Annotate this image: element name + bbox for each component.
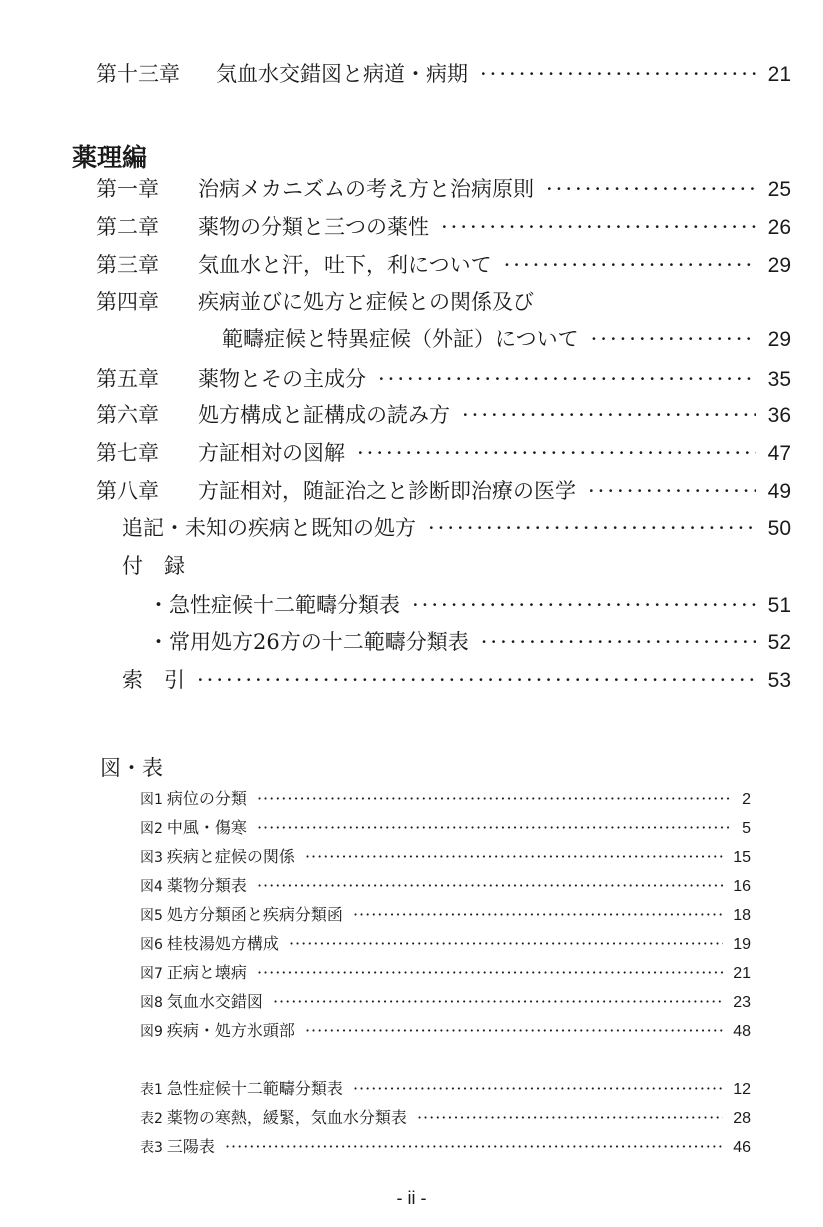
- section-title: 薬理編: [72, 143, 148, 172]
- chapter-number: 第六章: [96, 403, 159, 427]
- figure-title: 病位の分類: [166, 789, 247, 808]
- figure-entry-6[interactable]: [140, 931, 751, 954]
- page-number: 28: [733, 1110, 751, 1127]
- page-number: 21: [733, 965, 751, 982]
- page-number: 2: [742, 791, 751, 808]
- page-number: 35: [767, 368, 791, 391]
- figure-label: 図8: [140, 995, 163, 1011]
- page-number: 26: [767, 216, 791, 239]
- figure-entry-2[interactable]: [140, 815, 751, 838]
- toc-entry-chapter-4[interactable]: [96, 286, 791, 316]
- leader-dots: [353, 905, 723, 924]
- furoku-label: 付 録: [122, 554, 185, 578]
- figure-entry-3[interactable]: [140, 844, 751, 867]
- figure-entry-9[interactable]: [140, 1018, 751, 1041]
- figure-title: 正病と壊病: [166, 963, 247, 982]
- chapter-title: 気血水交錯図と病道・病期: [216, 62, 468, 86]
- toc-entry-chapter-6[interactable]: [96, 399, 791, 429]
- page-number: 53: [767, 669, 791, 692]
- leader-dots: [588, 479, 756, 503]
- figure-entry-5[interactable]: [140, 902, 751, 925]
- page-footer: - ii -: [396, 1188, 427, 1208]
- page-number: 51: [767, 594, 791, 617]
- table-entry-3[interactable]: [140, 1134, 751, 1157]
- table-entry-1[interactable]: [140, 1076, 751, 1099]
- leader-dots: [257, 963, 723, 982]
- figure-label: 図7: [140, 966, 163, 982]
- chapter-number: 第七章: [96, 441, 159, 465]
- page-number: 50: [767, 517, 791, 540]
- chapter-title: 方証相対，随証治之と診断即治療の医学: [198, 479, 576, 503]
- chapter-number: 第四章: [96, 290, 159, 314]
- figure-entry-8[interactable]: [140, 989, 751, 1012]
- table-label: 表1: [140, 1082, 163, 1098]
- figure-entry-1[interactable]: [140, 786, 751, 809]
- page-number: 12: [733, 1081, 751, 1098]
- furoku-item-title: ・常用処方26方の十二範疇分類表: [148, 630, 469, 654]
- toc-entry-index[interactable]: [122, 664, 791, 694]
- page-number: 52: [767, 631, 791, 654]
- index-label: 索 引: [122, 668, 185, 692]
- furoku-item-title: ・急性症候十二範疇分類表: [148, 593, 400, 617]
- chapter-title: 処方構成と証構成の読み方: [198, 403, 450, 427]
- leader-dots: [428, 516, 756, 540]
- page-number: 46: [733, 1139, 751, 1156]
- chapter-number: 第八章: [96, 479, 159, 503]
- leader-dots: [591, 327, 756, 351]
- appendix-title: 追記・未知の疾病と既知の処方: [122, 516, 416, 540]
- figure-label: 図3: [140, 850, 163, 866]
- chapter-title: 薬物の分類と三つの薬性: [198, 215, 429, 239]
- leader-dots: [225, 1137, 723, 1156]
- page-number: 23: [733, 994, 751, 1011]
- toc-entry-chapter-1[interactable]: [96, 173, 791, 203]
- toc-entry-chapter-5[interactable]: [96, 363, 791, 393]
- page-number: 25: [767, 178, 791, 201]
- chapter-title: 疾病並びに処方と症候との関係及び: [198, 290, 534, 314]
- page-number: 49: [767, 480, 791, 503]
- page-number: 36: [767, 404, 791, 427]
- page-number: 19: [733, 936, 751, 953]
- leader-dots: [378, 367, 756, 391]
- leader-dots: [289, 934, 723, 953]
- leader-dots: [305, 847, 723, 866]
- figure-label: 図9: [140, 1024, 163, 1040]
- figure-label: 図6: [140, 937, 163, 953]
- leader-dots: [257, 818, 732, 837]
- leader-dots: [305, 1021, 723, 1040]
- chapter-number: 第十三章: [96, 62, 180, 86]
- leader-dots: [353, 1079, 723, 1098]
- chapter-number: 第五章: [96, 367, 159, 391]
- chapter-title: 方証相対の図解: [198, 441, 345, 465]
- leader-dots: [480, 62, 756, 86]
- leader-dots: [257, 876, 723, 895]
- leader-dots: [546, 177, 756, 201]
- leader-dots: [504, 253, 756, 277]
- table-entry-2[interactable]: [140, 1105, 751, 1128]
- toc-entry-furoku-1[interactable]: [148, 589, 791, 619]
- figure-title: 中風・傷寒: [166, 818, 247, 837]
- leader-dots: [357, 441, 756, 465]
- toc-entry-chapter-8[interactable]: [96, 475, 791, 505]
- leader-dots: [462, 403, 756, 427]
- table-title: 薬物の寒熱，緩緊，気血水分類表: [166, 1108, 407, 1127]
- chapter-title: 治病メカニズムの考え方と治病原則: [198, 177, 534, 201]
- leader-dots: [257, 789, 732, 808]
- figure-entry-4[interactable]: [140, 873, 751, 896]
- toc-entry-appendix[interactable]: [122, 512, 791, 542]
- chapter-title: 気血水と汗，吐下，利について: [198, 253, 492, 277]
- page-number: 18: [733, 907, 751, 924]
- page-number: 29: [767, 254, 791, 277]
- page-number: 16: [733, 878, 751, 895]
- figure-title: 処方分類函と疾病分類函: [166, 905, 343, 924]
- figure-label: 図2: [140, 821, 163, 837]
- chapter-number: 第一章: [96, 177, 159, 201]
- figures-heading: 図・表: [100, 756, 163, 780]
- toc-entry-chapter-4-cont[interactable]: [222, 323, 791, 353]
- table-title: 急性症候十二範疇分類表: [166, 1079, 343, 1098]
- figure-title: 疾病・処方氷頭部: [166, 1021, 295, 1040]
- figure-title: 薬物分類表: [166, 876, 247, 895]
- page-number: 29: [767, 328, 791, 351]
- page-number: 48: [733, 1023, 751, 1040]
- figure-label: 図1: [140, 792, 163, 808]
- chapter-title-continued: 範疇症候と特異症候（外証）について: [222, 327, 579, 351]
- figure-title: 気血水交錯図: [166, 992, 263, 1011]
- page-number: 15: [733, 849, 751, 866]
- figure-label: 図5: [140, 908, 163, 924]
- toc-entry-chapter-3[interactable]: [96, 249, 791, 279]
- leader-dots: [481, 630, 756, 654]
- leader-dots: [273, 992, 723, 1011]
- leader-dots: [197, 668, 756, 692]
- page-number: 5: [742, 820, 751, 837]
- figure-title: 疾病と症候の関係: [166, 847, 295, 866]
- table-label: 表3: [140, 1140, 163, 1156]
- table-title: 三陽表: [166, 1137, 215, 1156]
- chapter-number: 第三章: [96, 253, 159, 277]
- leader-dots: [417, 1108, 723, 1127]
- figure-label: 図4: [140, 879, 163, 895]
- toc-entry-chapter-13[interactable]: [96, 58, 791, 88]
- toc-entry-furoku-2[interactable]: [148, 626, 791, 656]
- figure-entry-7[interactable]: [140, 960, 751, 983]
- chapter-number: 第二章: [96, 215, 159, 239]
- leader-dots: [441, 215, 756, 239]
- page-number: 21: [767, 63, 791, 86]
- chapter-title: 薬物とその主成分: [198, 367, 366, 391]
- figure-title: 桂枝湯処方構成: [166, 934, 279, 953]
- toc-entry-chapter-7[interactable]: [96, 437, 791, 467]
- toc-entry-chapter-2[interactable]: [96, 211, 791, 241]
- page-number: 47: [767, 442, 791, 465]
- leader-dots: [412, 593, 756, 617]
- table-label: 表2: [140, 1111, 163, 1127]
